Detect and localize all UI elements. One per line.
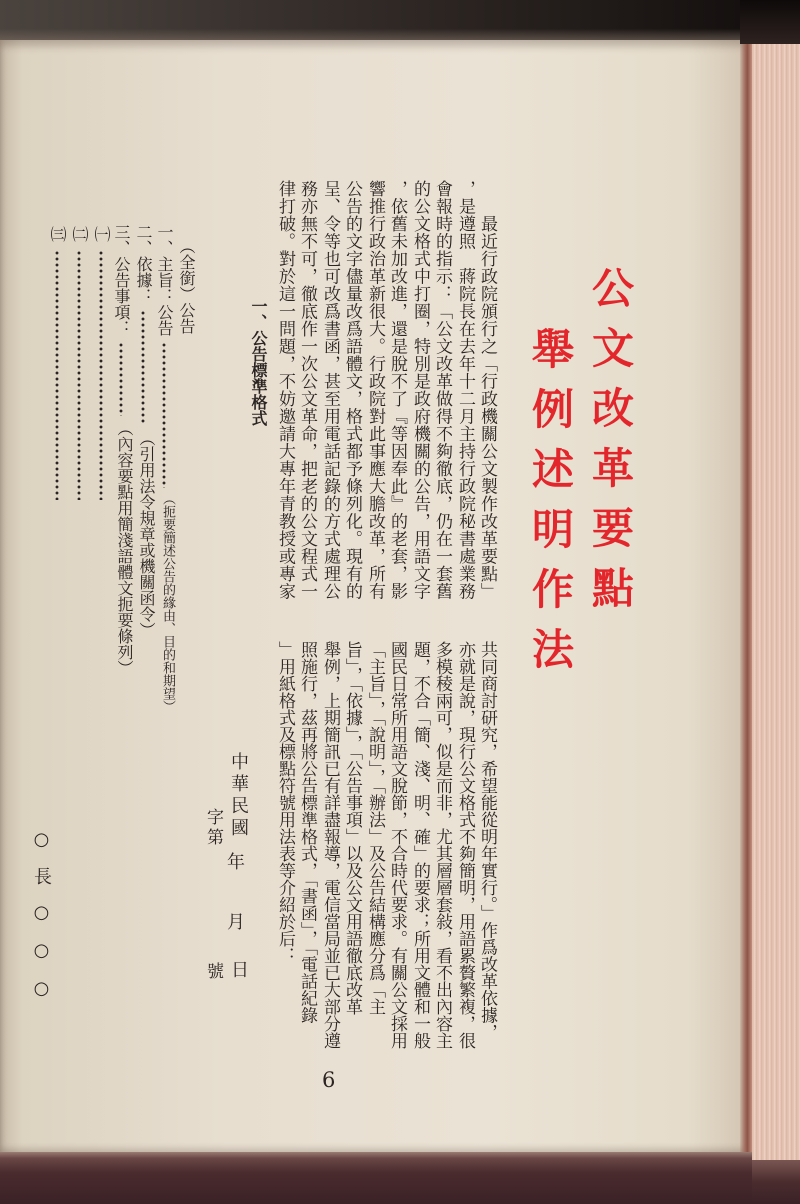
notice-item-note: （內容要點用簡淺語體文扼要條列） — [115, 420, 134, 676]
page-number: 6 — [322, 1068, 336, 1092]
document-number-prefix: 字第 — [203, 808, 223, 848]
notice-item-label: 三、公告事項： — [112, 224, 131, 336]
body-text-column: 」用紙格式及標點符號用法表等介紹於后： — [275, 641, 295, 964]
body-text-column: 呈、令等也可改爲書函，甚至用電話記錄的方式處理公 — [320, 180, 340, 600]
book-cover-bottom-corner — [752, 1160, 800, 1204]
body-text-column: ，依舊未加改進，還是脫不了『等因奉此』的老套，影 — [387, 180, 407, 600]
body-text-column: 亦就是說，現行公文格式不夠簡明，用語累贅繁複，很 — [455, 641, 475, 1049]
leader-dots — [141, 310, 145, 424]
notice-subitem-marker: ㈡ — [70, 226, 89, 242]
signature-line: ○長○○○ — [31, 829, 52, 1016]
notice-subitem-marker: ㈠ — [92, 226, 111, 242]
section-heading: 一、公告標準格式 — [249, 298, 268, 426]
notice-item-note: （扼要簡述公告的緣由、目的和期望） — [160, 492, 175, 713]
body-text-column: 律打破。對於這一問題，不妨邀請大專年青教授或專家 — [275, 180, 295, 600]
notice-header: （全銜）公告 — [177, 238, 196, 334]
leader-dots — [162, 342, 166, 488]
book-cover-bottom — [0, 1152, 752, 1204]
body-text-column: 最近行政院頒行之「行政機關公文製作改革要點」 — [477, 215, 497, 600]
leader-dots — [99, 250, 103, 500]
body-text-column: 務亦無不可，徹底作一次公文革命，把老的公文程式一 — [297, 180, 317, 600]
body-text-column: ，是遵照 蔣院長在去年十二月主持行政院秘書處業務 — [455, 180, 475, 600]
body-text-column: 多模稜兩可，似是而非，尤其層層套敍，看不出內容主 — [432, 641, 452, 1049]
title-line-2: 舉例述明作法 — [526, 327, 575, 687]
body-text-column: 題，不合「簡、淺、明、確」的要求；所用文體和一般 — [410, 641, 430, 1049]
date-line-prefix: 中華民國 — [228, 752, 249, 840]
notice-item-label: 二、依據： — [134, 224, 153, 304]
document-number-suffix: 號 — [203, 962, 223, 979]
leader-dots — [119, 342, 123, 416]
body-text-column: 舉例，上期簡訊已有詳盡報導，電信當局並已大部分遵 — [320, 641, 340, 1049]
body-text-column: 的公文格式中打圈，特別是政府機關的公告，用語文字 — [410, 180, 430, 600]
page-block-edge-line — [740, 40, 752, 1156]
body-text-column: 響推行政治革新很大。行政院對此事應大膽改革，所有 — [365, 180, 385, 600]
title-line-1: 公文改革要點 — [586, 266, 635, 626]
date-month-label: 月 — [224, 912, 245, 930]
notice-item-label: 一、主旨：公告 — [155, 224, 174, 336]
book-cover-top — [0, 0, 800, 44]
body-text-column: 照施行，茲再將公告標準格式，「書函」，「電話紀錄 — [297, 641, 317, 1024]
notice-subitem-marker: ㈢ — [48, 226, 67, 242]
body-text-column: 「主旨」，「說明」，「辦法」及公告結構應分爲「主 — [365, 641, 385, 1015]
body-text-column: 國民日常所用語文脫節，不合時代要求。有關公文採用 — [387, 641, 407, 1049]
body-text-column: 共同商討研究，希望能從明年實行。」作爲改革依據， — [477, 641, 497, 1041]
leader-dots — [55, 250, 59, 500]
notice-item-note: （引用法令規章或機關函令） — [137, 430, 156, 638]
book-cover-corner — [740, 0, 800, 44]
date-year-label: 年 — [224, 852, 245, 870]
page-edges — [752, 40, 800, 1160]
date-day-label: 日 — [228, 960, 249, 978]
body-text-column: 會報時的指示：「公文改革做得不夠徹底，仍在一套舊 — [432, 180, 452, 600]
body-text-column: 公告的文字儘量改爲語體文，格式都予條列化。現有的 — [342, 180, 362, 600]
body-text-column: 旨」，「依據」，「公告事項」以及公文用語徹底改革 — [342, 641, 362, 1015]
leader-dots — [77, 250, 81, 500]
